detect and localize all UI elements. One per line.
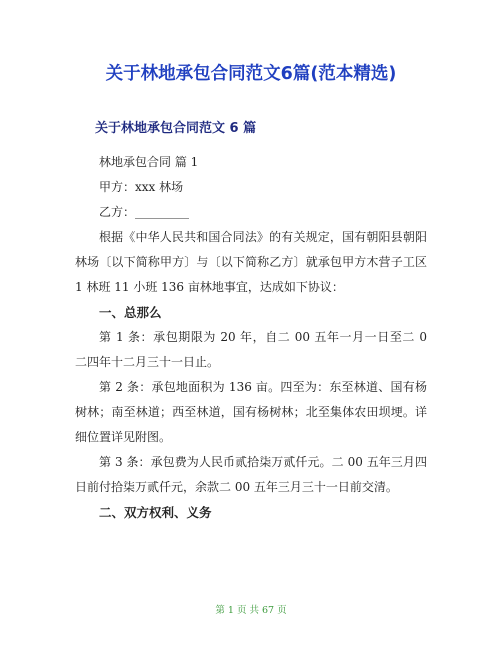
preamble-paragraph: 根据《中华人民共和国合同法》的有关规定，国有朝阳县朝阳林场〔以下简称甲方〕与〔以下简称乙方〕就承包甲方木营子工区 1 林班 11 小班 136 亩林地事宜，达成如下协议： [75,230,427,294]
contract-subtitle: 林地承包合同 篇 1 [99,155,199,169]
article-2-paragraph: 第 2 条：承包地面积为 136 亩。四至为：东至林道、国有杨树林；南至林道；西至林道，国有杨树林；北至集体农田坝埂。详细位置详见附图。 [75,380,427,444]
article-3-paragraph: 第 3 条：承包费为人民币贰拾柒万贰仟元。二 00 五年三月四日前付拾柒万贰仟元，余款二 00 五年三月三十一日前交清。 [75,455,427,494]
document-title: 关于林地承包合同范文6篇(范本精选) [105,64,397,84]
article-1-paragraph: 第 1 条：承包期限为 20 年，自二 00 五年一月一日至二 0 二四年十二月三十一日止。 [75,330,427,369]
party-b-line: 乙方：_________ [99,205,190,219]
heading-general: 一、总那么 [99,305,162,320]
heading-rights-obligations: 二、双方权利、义务 [99,505,212,520]
document-body [75,150,427,525]
page-footer: 第 1 页 共 67 页 [215,605,287,616]
section-title: 关于林地承包合同范文 6 篇 [95,121,257,136]
party-a-line: 甲方：xxx 林场 [99,180,184,194]
